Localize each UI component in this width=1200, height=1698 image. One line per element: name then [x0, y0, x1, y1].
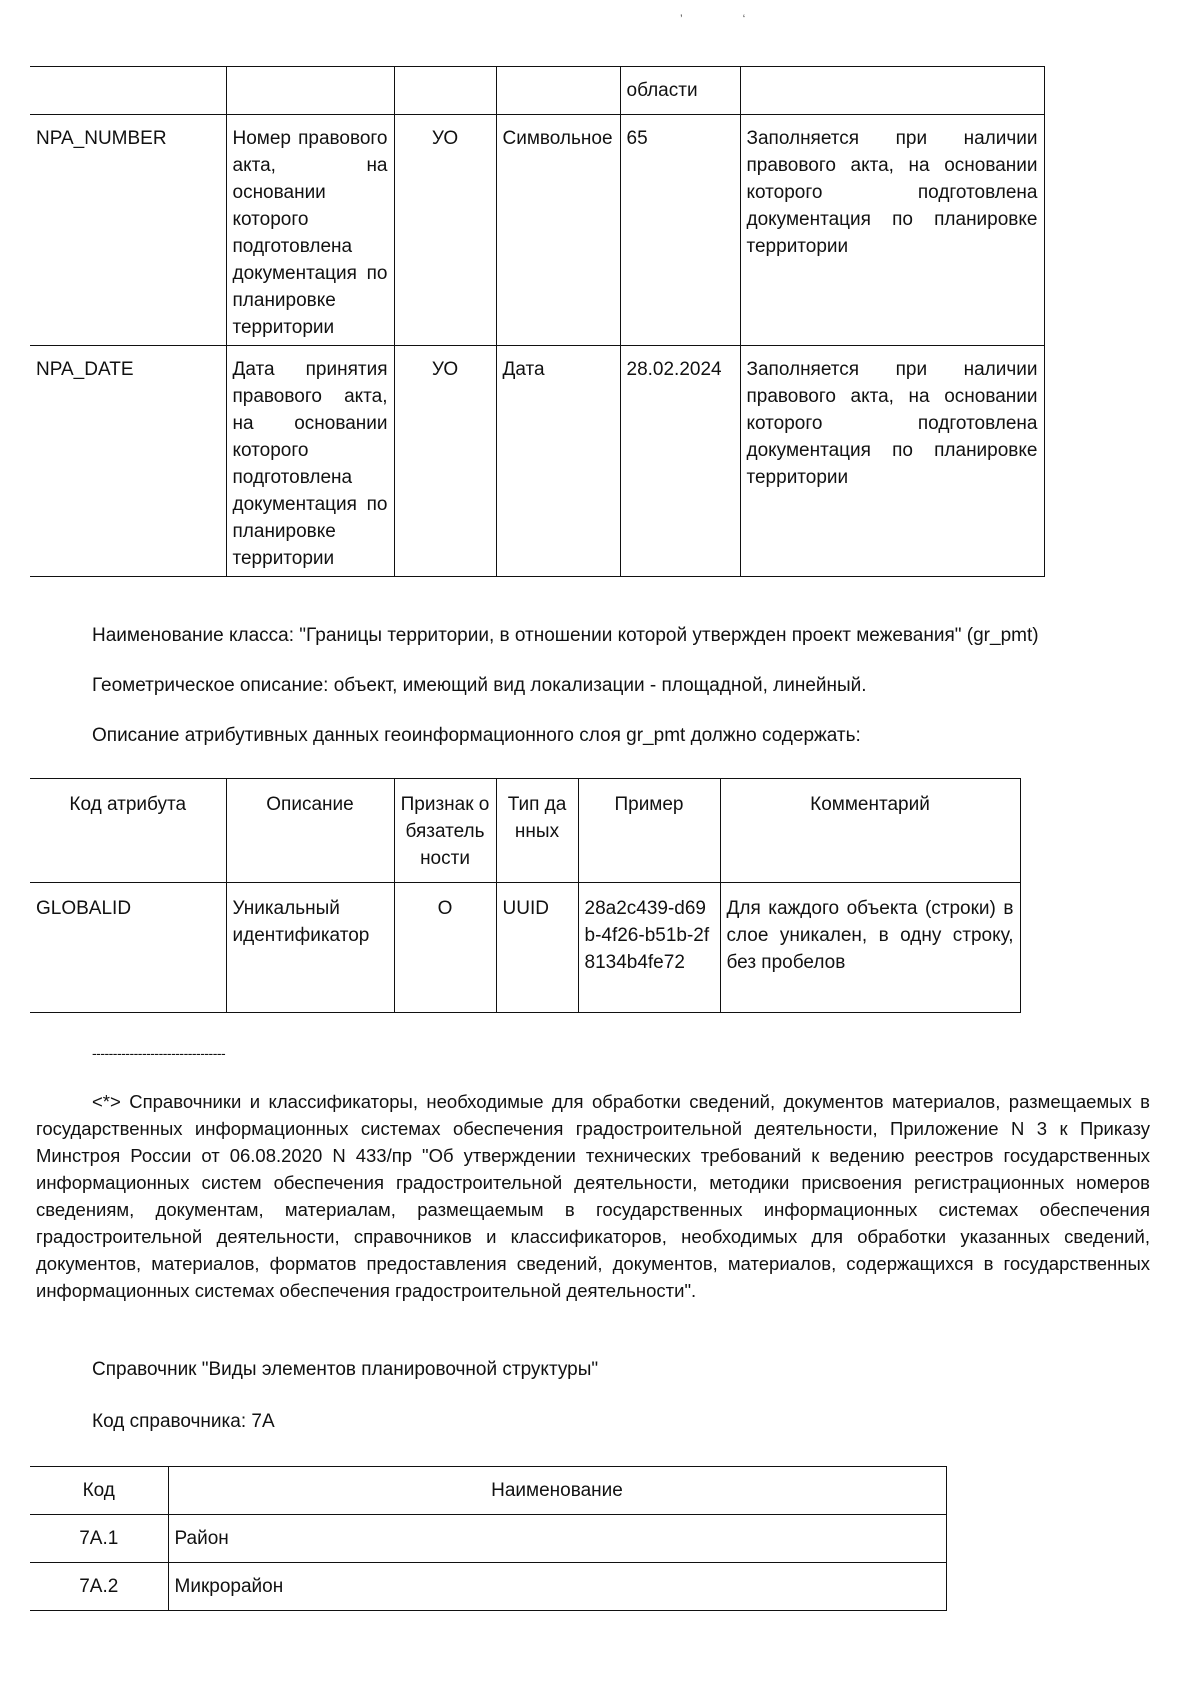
scan-marks: ’ ‘	[680, 12, 746, 26]
cell-example: 28.02.2024	[620, 346, 740, 577]
cell-description: Номер правового акта, на основании которого подготовлена документация по планировке территории	[226, 115, 394, 346]
table-row	[30, 1515, 946, 1563]
cell-example: области	[620, 67, 740, 115]
cell-required: УО	[394, 346, 496, 577]
cell-example: 65	[620, 115, 740, 346]
cell-code: NPA_DATE	[30, 346, 226, 577]
header-comment: Комментарий	[720, 779, 1020, 883]
cell-comment: Для каждого объекта (строки) в слое уникален, в одну строку, без пробелов	[720, 883, 1020, 1013]
cell-code: GLOBALID	[30, 883, 226, 1013]
cell-type: Символьное	[496, 115, 620, 346]
header-name: Наименование	[168, 1467, 946, 1515]
table-row	[30, 883, 1020, 1013]
footnote-text: <*> Справочники и классификаторы, необходимые для обработки сведений, документов материалов, размещаемых в государственных информационных системах обеспечения градостроительной деятельности, Приложение N 3 к Приказу Минстроя России от 06.08.2020 N 433/пр "Об утверждении технических требований к ведению реестров государственных информационных систем обеспечения градостроительной деятельности, методики присвоения регистрационных номеров сведениям, документам, материалам, размещаемым в государственных информационных системах обеспечения градостроительной деятельности, справочников и классификаторов, необходимых для обработки указанных сведений, документов, материалов, форматов предоставления сведений, документов, материалов, содержащихся в государственных информационных системах обеспечения градостроительной деятельности".	[36, 1091, 1150, 1301]
class-name-text: Наименование класса: "Границы территории, в отношении которой утвержден проект межевания" (gr_pmt)	[92, 625, 1039, 646]
attributes-intro-text: Описание атрибутивных данных геоинформационного слоя gr_pmt должно содержать:	[92, 725, 861, 746]
footnote-separator: --------------------------------	[92, 1045, 226, 1061]
cell-type: Дата	[496, 346, 620, 577]
header-type: Тип данных	[496, 779, 578, 883]
cell-type	[496, 67, 620, 115]
cell-required	[394, 67, 496, 115]
cell-comment: Заполняется при наличии правового акта, на основании которого подготовлена документация по планировке территории	[740, 115, 1044, 346]
header-description: Описание	[226, 779, 394, 883]
cell-name: Микрорайон	[168, 1563, 946, 1611]
header-code: Код	[30, 1467, 168, 1515]
cell-code: 7А.2	[30, 1563, 168, 1611]
cell-required: О	[394, 883, 496, 1013]
geometry-text: Геометрическое описание: объект, имеющий вид локализации - площадной, линейный.	[92, 675, 867, 696]
table-header-row	[30, 779, 1020, 883]
cell-required: УО	[394, 115, 496, 346]
cell-type: UUID	[496, 883, 578, 1013]
attributes-table-continued	[30, 66, 1045, 577]
planning-structure-reference-table	[30, 1466, 947, 1611]
table-row	[30, 115, 1044, 346]
cell-code	[30, 67, 226, 115]
reference-code: Код справочника: 7А	[92, 1411, 275, 1432]
cell-code: NPA_NUMBER	[30, 115, 226, 346]
cell-description	[226, 67, 394, 115]
table-row	[30, 346, 1044, 577]
cell-comment	[740, 67, 1044, 115]
cell-description: Уникальный идентификатор	[226, 883, 394, 1013]
cell-description: Дата принятия правового акта, на основании которого подготовлена документация по планировке территории	[226, 346, 394, 577]
cell-name: Район	[168, 1515, 946, 1563]
cell-code: 7А.1	[30, 1515, 168, 1563]
header-code: Код атрибута	[30, 779, 226, 883]
reference-title: Справочник "Виды элементов планировочной структуры"	[92, 1359, 599, 1380]
table-row	[30, 67, 1044, 115]
table-row	[30, 1563, 946, 1611]
cell-example: 28a2c439-d69b-4f26-b51b-2f8134b4fe72	[578, 883, 720, 1013]
cell-comment: Заполняется при наличии правового акта, на основании которого подготовлена документация по планировке территории	[740, 346, 1044, 577]
table-header-row	[30, 1467, 946, 1515]
gr-pmt-attributes-table	[30, 778, 1021, 1013]
header-required: Признак обязательности	[394, 779, 496, 883]
header-example: Пример	[578, 779, 720, 883]
